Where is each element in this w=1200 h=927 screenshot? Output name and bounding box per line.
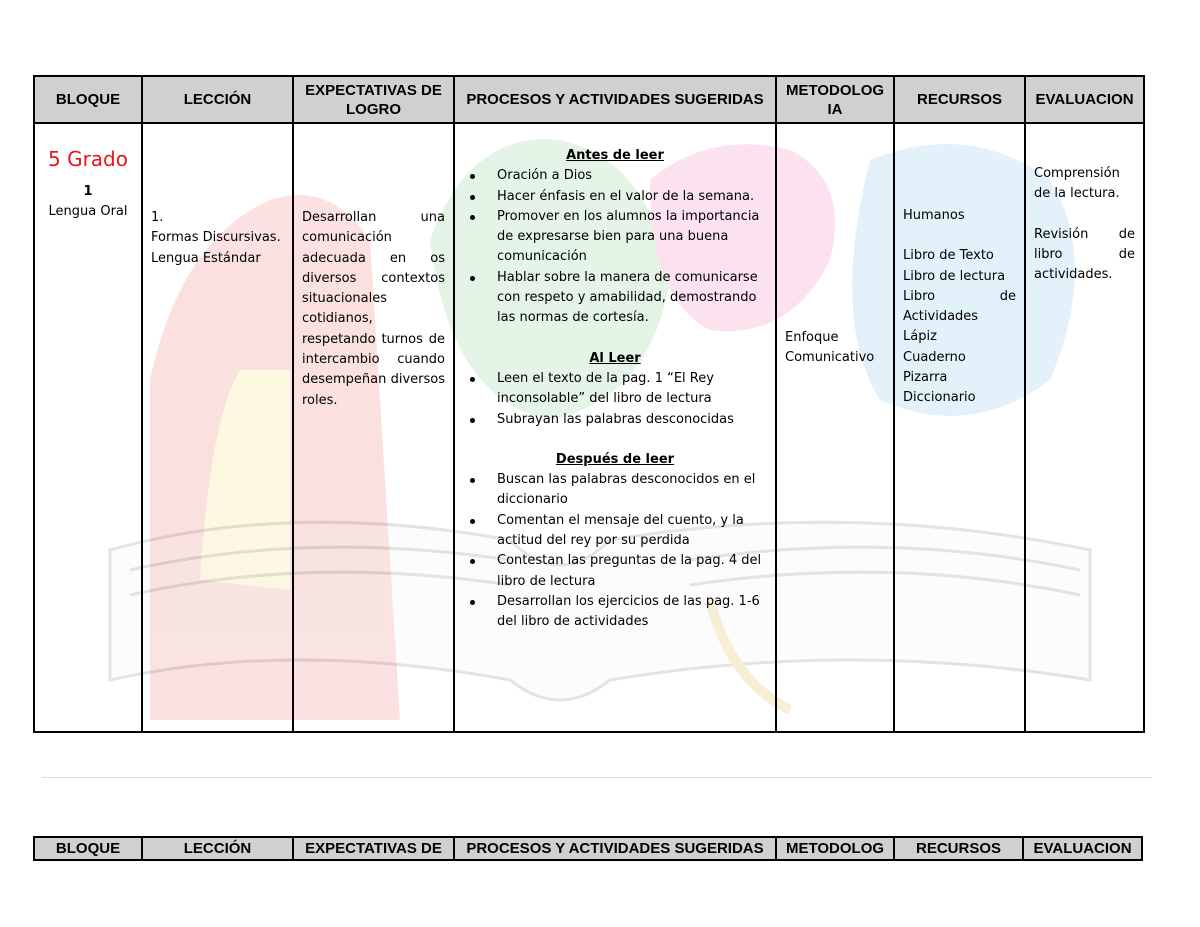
- cell-leccion: [142, 123, 293, 732]
- list-item: Hacer énfasis en el valor de la semana.: [497, 187, 767, 207]
- header-expectativas: EXPECTATIVAS DE LOGRO: [293, 76, 454, 123]
- recurso-item: Cuaderno: [903, 349, 966, 365]
- list-item: Comentan el mensaje del cuento, y la actitud del rey por su perdida: [497, 511, 767, 552]
- header-leccion: LECCIÓN: [142, 76, 293, 123]
- list-item: Oración a Dios: [497, 166, 767, 186]
- activity-list: [463, 166, 767, 328]
- section-title: Al Leer: [589, 350, 641, 366]
- evaluacion-item: Comprensión de la lectura.: [1034, 166, 1120, 202]
- cell-evaluacion: [1025, 123, 1144, 732]
- header-row: [34, 76, 1144, 123]
- recurso-item: Libro de Actividades: [903, 288, 1016, 325]
- leccion-line: Formas Discursivas.: [151, 230, 281, 246]
- cell-recursos: [894, 123, 1025, 732]
- header-evaluacion: EVALUACION: [1023, 837, 1142, 860]
- list-item: Desarrollan los ejercicios de las pag. 1-6 del libro de actividades: [497, 592, 767, 633]
- activity-list: [463, 470, 767, 632]
- list-item: Leen el texto de la pag. 1 “El Rey inconsolable” del libro de lectura: [497, 369, 767, 410]
- header-metodologia: METODOLOG: [776, 837, 894, 860]
- list-item: Subrayan las palabras desconocidas: [497, 410, 767, 430]
- header-procesos: PROCESOS Y ACTIVIDADES SUGERIDAS: [454, 837, 776, 860]
- recurso-item: Diccionario: [903, 390, 976, 406]
- grade-title: 5 Grado: [48, 147, 128, 171]
- leccion-number: 1.: [151, 210, 164, 225]
- expectativas-text: Desarrollan una comunicación adecuada en os diversos contextos situacionales cotidianos, respetando turnos de intercambio cuando desempeñan diversos roles.: [302, 210, 445, 408]
- list-item: Hablar sobre la manera de comunicarse con respeto y amabilidad, demostrando las normas de cortesía.: [497, 268, 767, 329]
- header-row: [34, 837, 1142, 860]
- header-bloque: BLOQUE: [34, 76, 142, 123]
- header-metodologia: METODOLOG IA: [776, 76, 894, 123]
- cell-procesos: [454, 123, 776, 732]
- header-evaluacion: EVALUACION: [1025, 76, 1144, 123]
- page-separator: [42, 777, 1152, 778]
- metodologia-line: Enfoque: [785, 330, 839, 345]
- recurso-item: Libro de Texto: [903, 248, 994, 264]
- header-recursos: RECURSOS: [894, 837, 1023, 860]
- lesson-plan-table-next-page: [33, 836, 1143, 861]
- cell-metodologia: [776, 123, 894, 732]
- leccion-line: Lengua Estándar: [151, 250, 261, 266]
- activity-list: [463, 369, 767, 430]
- bloque-number: 1: [83, 184, 93, 199]
- section-title: Después de leer: [555, 451, 675, 467]
- recurso-item: Libro de lectura: [903, 268, 1006, 284]
- header-leccion: LECCIÓN: [142, 837, 293, 860]
- recurso-item: Lápiz: [903, 329, 937, 345]
- list-item: Buscan las palabras desconocidos en el diccionario: [497, 470, 767, 511]
- cell-bloque: [34, 123, 142, 732]
- header-procesos: PROCESOS Y ACTIVIDADES SUGERIDAS: [454, 76, 776, 123]
- recurso-item: Pizarra: [903, 370, 948, 386]
- header-expectativas: EXPECTATIVAS DE: [293, 837, 454, 860]
- evaluacion-item: Revisión de libro de actividades.: [1034, 226, 1135, 283]
- metodologia-line: Comunicativo: [785, 350, 875, 366]
- section-title: Antes de leer: [566, 148, 664, 163]
- recurso-item: Humanos: [903, 208, 965, 223]
- cell-expectativas: [293, 123, 454, 732]
- header-recursos: RECURSOS: [894, 76, 1025, 123]
- table-row: [34, 123, 1144, 732]
- header-bloque: BLOQUE: [34, 837, 142, 860]
- list-item: Promover en los alumnos la importancia de expresarse bien para una buena comunicación: [497, 207, 767, 268]
- bloque-name: Lengua Oral: [48, 204, 128, 220]
- lesson-plan-table: [33, 75, 1145, 733]
- list-item: Contestan las preguntas de la pag. 4 del libro de lectura: [497, 551, 767, 592]
